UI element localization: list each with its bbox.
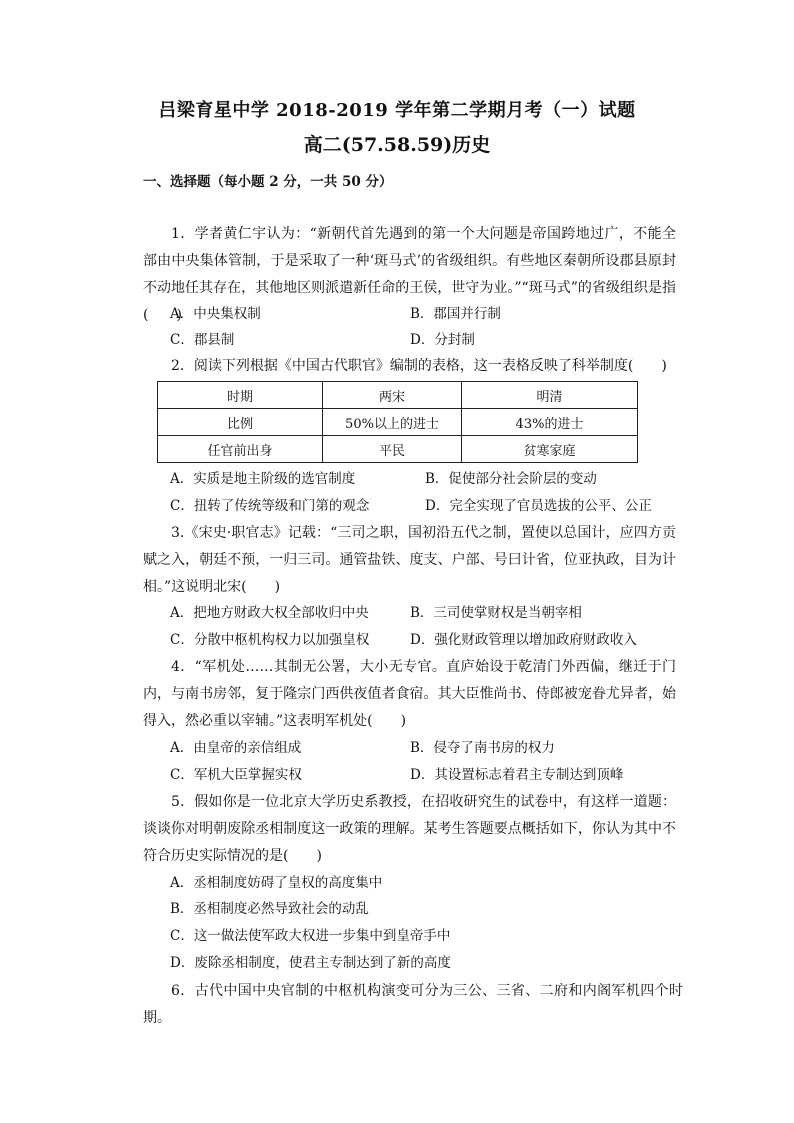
q4-option-a: A．由皇帝的亲信组成 [170, 740, 302, 756]
q4-option-d: D．其设置标志着君主专制达到顶峰 [410, 767, 624, 783]
question-2-stem: 2．阅读下列根据《中国古代职官》编制的表格，这一表格反映了科举制度( ) [171, 358, 667, 374]
q4-option-b: B．侵夺了南书房的权力 [410, 740, 555, 756]
q2-option-c: C．扭转了传统等级和门第的观念 [170, 498, 370, 514]
table-cell: 43%的进士 [462, 409, 638, 436]
table-cell: 50%以上的进士 [323, 409, 462, 436]
keju-table [157, 381, 638, 463]
question-1-stem: 1．学者黄仁宇认为：“新朝代首先遇到的第一个大问题是帝国跨地过广，不能全部由中央集体管制，于是采取了一种‘斑马式’的省级组织。有些地区秦朝所设郡县原封不动地任其存在，其他地区则派遣新任命的王侯，世守为业。”“斑马式”的省级组织是指( ) [143, 226, 676, 323]
q5-option-a: A．丞相制度妨碍了皇权的高度集中 [170, 875, 383, 891]
question-4-stem: 4．“军机处……其制无公署，大小无专官。直庐始设于乾清门外西偏，继迁于门内，与南书房邻，复于隆宗门西供夜值者食宿。其大臣惟尚书、侍郎被宠眷尤异者，始得入，然必重以宰辅。”这表明军机处( ) [143, 659, 676, 729]
table-row [158, 436, 638, 463]
q2-option-a: A．实质是地主阶级的选官制度 [170, 471, 356, 487]
q1-option-d: D．分封制 [410, 332, 475, 348]
question-3-stem: 3.《宋史·职官志》记载：“三司之职，国初沿五代之制，置使以总国计，应四方贡赋之入，朝廷不预，一归三司。通管盐铁、度支、户部、号曰计省，位亚执政，目为计相。”这说明北宋( ) [143, 525, 676, 595]
exam-title: 吕梁育星中学 2018-2019 学年第二学期月考（一）试题 [158, 100, 636, 121]
table-cell: 明清 [462, 382, 638, 409]
q3-option-c: C．分散中枢机构权力以加强皇权 [170, 632, 370, 648]
table-cell: 两宋 [323, 382, 462, 409]
q2-option-b: B．促使部分社会阶层的变动 [425, 471, 597, 487]
table-cell: 任官前出身 [158, 436, 323, 463]
table-cell: 比例 [158, 409, 323, 436]
q4-option-c: C．军机大臣掌握实权 [170, 767, 302, 783]
q1-option-c: C．郡县制 [170, 332, 235, 348]
question-6-stem: 6．古代中国中央官制的中枢机构演变可分为三公、三省、二府和内阁军机四个时期。 [143, 983, 683, 1026]
q1-option-a: A．中央集权制 [170, 306, 261, 322]
q5-option-c: C．这一做法使军政大权进一步集中到皇帝手中 [170, 928, 451, 944]
q3-option-d: D．强化财政管理以增加政府财政收入 [410, 632, 637, 648]
question-5-stem: 5．假如你是一位北京大学历史系教授，在招收研究生的试卷中，有这样一道题：谈谈你对明朝废除丞相制度这一政策的理解。某考生答题要点概括如下，你认为其中不符合历史实际情况的是( ) [143, 794, 676, 864]
section-heading: 一、选择题（每小题 2 分，一共 50 分） [143, 174, 393, 190]
q3-option-a: A．把地方财政大权全部收归中央 [170, 605, 369, 621]
q5-option-b: B．丞相制度必然导致社会的动乱 [170, 901, 369, 917]
table-cell: 平民 [323, 436, 462, 463]
q5-option-d: D．废除丞相制度，使君主专制达到了新的高度 [170, 955, 451, 971]
exam-subtitle: 高二(57.58.59)历史 [303, 134, 491, 156]
table-cell: 时期 [158, 382, 323, 409]
q3-option-b: B．三司使掌财权是当朝宰相 [410, 605, 582, 621]
table-row [158, 382, 638, 409]
q1-option-b: B．郡国并行制 [410, 306, 501, 322]
table-cell: 贫寒家庭 [462, 436, 638, 463]
q2-option-d: D．完全实现了官员选拔的公平、公正 [425, 498, 652, 514]
table-row [158, 409, 638, 436]
